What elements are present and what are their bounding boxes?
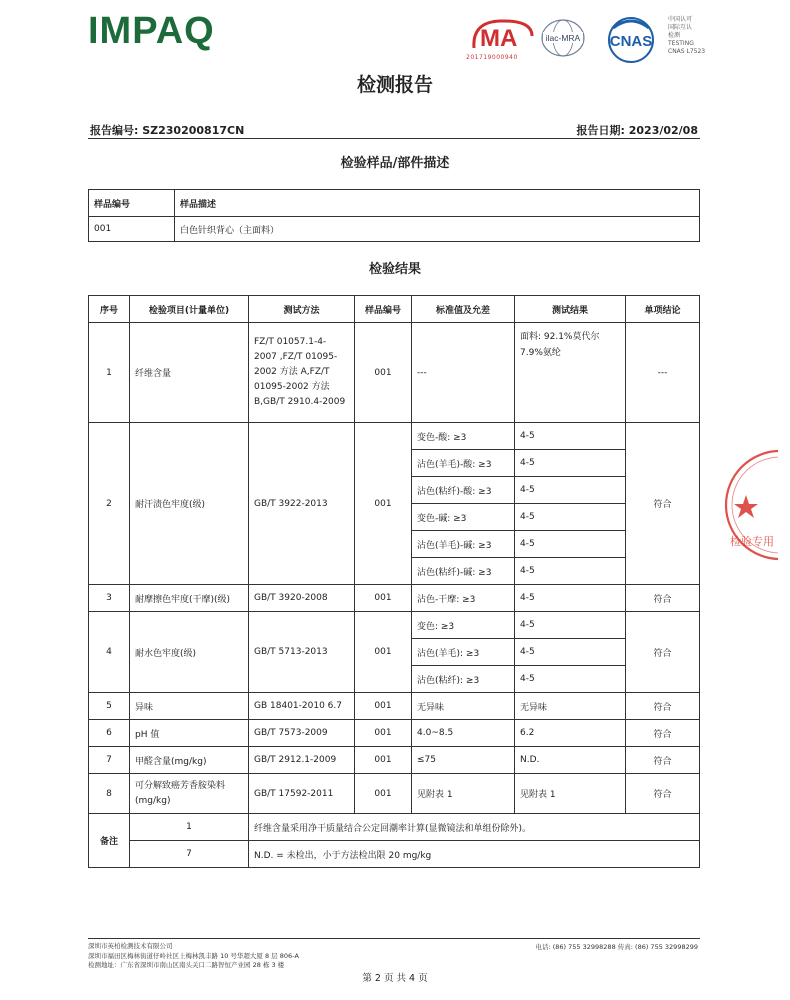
row-result: 面料: 92.1%莫代尔 7.9%氨纶 bbox=[515, 323, 626, 423]
table-row bbox=[89, 423, 700, 450]
cnas-accreditation-text: 中国认可 国际互认 检测 TESTING CNAS L7523 bbox=[668, 16, 706, 55]
row-result: 4-5 bbox=[515, 423, 626, 450]
row-method: GB/T 7573-2009 bbox=[249, 720, 355, 747]
row-conclusion: 符合 bbox=[626, 693, 700, 720]
table-row bbox=[89, 774, 700, 814]
row-conclusion: 符合 bbox=[626, 612, 700, 693]
footer-divider bbox=[88, 938, 700, 939]
row-std: 无异味 bbox=[412, 693, 515, 720]
row-item: 耐摩擦色牢度(干摩)(级) bbox=[130, 585, 249, 612]
row-method: FZ/T 01057.1-4-2007 ,FZ/T 01095-2002 方法 A,FZ/T 01095-2002 方法 B,GB/T 2910.4-2009 bbox=[249, 323, 355, 423]
footer-lab-address: 检测地址：广东省深圳市南山区南头关口二路智恒产业园 28 栋 3 楼 bbox=[88, 961, 285, 969]
cnas-label: CNAS bbox=[609, 33, 653, 50]
row-item: 异味 bbox=[130, 693, 249, 720]
header-divider bbox=[88, 138, 700, 139]
row-no: 3 bbox=[89, 585, 130, 612]
report-title: 检测报告 bbox=[356, 74, 433, 96]
report-date: 报告日期: 2023/02/08 bbox=[576, 124, 698, 137]
results-section-heading: 检验结果 bbox=[368, 262, 421, 277]
row-item: 耐汗渍色牢度(级) bbox=[130, 423, 249, 585]
row-result: 4-5 bbox=[515, 639, 626, 666]
footer-address: 深圳市福田区梅林街道仔岭社区上梅林凯丰路 10 号华超大厦 8 层 806-A bbox=[88, 951, 299, 960]
row-conclusion: 符合 bbox=[626, 423, 700, 585]
row-result: 4-5 bbox=[515, 666, 626, 693]
ma-number: 201719000940 bbox=[466, 54, 518, 61]
row-result: 4-5 bbox=[515, 585, 626, 612]
row-std: 沾色-干摩: ≥3 bbox=[412, 585, 515, 612]
row-method: GB/T 2912.1-2009 bbox=[249, 747, 355, 774]
results-table bbox=[88, 295, 700, 868]
row-no: 6 bbox=[89, 720, 130, 747]
report-number: 报告编号: SZ230200817CN bbox=[90, 124, 245, 137]
table-row bbox=[89, 585, 700, 612]
col-result-header: 测试结果 bbox=[515, 296, 626, 323]
ilac-mra-logo bbox=[540, 18, 586, 58]
row-no: 7 bbox=[89, 747, 130, 774]
row-std: 沾色(羊毛)-碱: ≥3 bbox=[412, 531, 515, 558]
row-sample: 001 bbox=[355, 774, 412, 814]
row-method: GB 18401-2010 6.7 bbox=[249, 693, 355, 720]
row-std: 4.0~8.5 bbox=[412, 720, 515, 747]
footer-addresses bbox=[88, 942, 299, 971]
sample-table bbox=[88, 189, 700, 242]
table-row bbox=[89, 747, 700, 774]
row-item: 耐水色牢度(级) bbox=[130, 612, 249, 693]
row-result: 4-5 bbox=[515, 612, 626, 639]
row-conclusion: --- bbox=[626, 323, 700, 423]
row-method: GB/T 17592-2011 bbox=[249, 774, 355, 814]
table-row bbox=[89, 217, 700, 242]
table-row bbox=[89, 323, 700, 423]
remark-row bbox=[89, 814, 700, 841]
ilac-label: ilac-MRA bbox=[545, 33, 581, 43]
row-no: 2 bbox=[89, 423, 130, 585]
row-sample: 001 bbox=[355, 693, 412, 720]
row-std: 见附表 1 bbox=[412, 774, 515, 814]
sample-no-header: 样品编号 bbox=[89, 190, 175, 217]
row-result: 4-5 bbox=[515, 558, 626, 585]
row-no: 8 bbox=[89, 774, 130, 814]
row-method: GB/T 3920-2008 bbox=[249, 585, 355, 612]
col-sample-header: 样品编号 bbox=[355, 296, 412, 323]
row-result: 4-5 bbox=[515, 504, 626, 531]
remark-no: 1 bbox=[130, 814, 249, 841]
row-result: 4-5 bbox=[515, 531, 626, 558]
table-row bbox=[89, 612, 700, 639]
stamp-text: 检验专用 bbox=[730, 535, 774, 548]
row-std: 变色-酸: ≥3 bbox=[412, 423, 515, 450]
row-sample: 001 bbox=[355, 585, 412, 612]
row-conclusion: 符合 bbox=[626, 585, 700, 612]
table-row bbox=[89, 693, 700, 720]
col-conclusion-header: 单项结论 bbox=[626, 296, 700, 323]
footer-phone: 电话: (86) 755 32998288 传真: (86) 755 32998299 bbox=[535, 943, 698, 951]
row-result: N.D. bbox=[515, 747, 626, 774]
remark-row bbox=[89, 841, 700, 868]
row-conclusion: 符合 bbox=[626, 747, 700, 774]
cnas-logo bbox=[598, 16, 664, 64]
col-no-header: 序号 bbox=[89, 296, 130, 323]
row-std: 沾色(羊毛): ≥3 bbox=[412, 639, 515, 666]
row-method: GB/T 5713-2013 bbox=[249, 612, 355, 693]
row-result: 4-5 bbox=[515, 450, 626, 477]
row-result: 见附表 1 bbox=[515, 774, 626, 814]
row-std: 沾色(粘纤)-酸: ≥3 bbox=[412, 477, 515, 504]
ma-label: MA bbox=[480, 25, 518, 52]
sample-section-heading: 检验样品/部件描述 bbox=[340, 156, 450, 171]
remarks-label: 备注 bbox=[89, 814, 130, 868]
row-item: 可分解致癌芳香胺染料(mg/kg) bbox=[130, 774, 249, 814]
row-item: pH 值 bbox=[130, 720, 249, 747]
inspection-seal-stamp bbox=[718, 445, 778, 565]
row-result: 4-5 bbox=[515, 477, 626, 504]
col-method-header: 测试方法 bbox=[249, 296, 355, 323]
row-item: 甲醛含量(mg/kg) bbox=[130, 747, 249, 774]
row-std: 变色: ≥3 bbox=[412, 612, 515, 639]
page-number: 第 2 页 共 4 页 bbox=[362, 973, 428, 984]
remark-no: 7 bbox=[130, 841, 249, 868]
row-sample: 001 bbox=[355, 720, 412, 747]
table-row bbox=[89, 720, 700, 747]
row-no: 1 bbox=[89, 323, 130, 423]
row-std: 沾色(粘纤): ≥3 bbox=[412, 666, 515, 693]
row-std: 变色-碱: ≥3 bbox=[412, 504, 515, 531]
row-sample: 001 bbox=[355, 612, 412, 693]
row-sample: 001 bbox=[355, 423, 412, 585]
col-item-header: 检验项目(计量单位) bbox=[130, 296, 249, 323]
remark-text: N.D. = 未检出，小于方法检出限 20 mg/kg bbox=[249, 841, 700, 868]
remark-text: 纤维含量采用净干质量结合公定回潮率计算(显微镜法和单组份除外)。 bbox=[249, 814, 700, 841]
row-sample: 001 bbox=[355, 323, 412, 423]
sample-desc-cell: 白色针织背心（主面料） bbox=[175, 217, 700, 242]
col-std-header: 标准值及允差 bbox=[412, 296, 515, 323]
row-result: 6.2 bbox=[515, 720, 626, 747]
row-method: GB/T 3922-2013 bbox=[249, 423, 355, 585]
sample-desc-header: 样品描述 bbox=[175, 190, 700, 217]
impaq-logo: IMPAQ bbox=[88, 10, 215, 52]
row-item: 纤维含量 bbox=[130, 323, 249, 423]
row-std: 沾色(羊毛)-酸: ≥3 bbox=[412, 450, 515, 477]
row-std: 沾色(粘纤)-碱: ≥3 bbox=[412, 558, 515, 585]
row-sample: 001 bbox=[355, 747, 412, 774]
row-result: 无异味 bbox=[515, 693, 626, 720]
sample-no-cell: 001 bbox=[89, 217, 175, 242]
row-conclusion: 符合 bbox=[626, 720, 700, 747]
ma-certification-logo bbox=[470, 16, 536, 56]
footer-company: 深圳市英柏检测技术有限公司 bbox=[88, 942, 173, 950]
row-conclusion: 符合 bbox=[626, 774, 700, 814]
row-std: ≤75 bbox=[412, 747, 515, 774]
row-no: 4 bbox=[89, 612, 130, 693]
row-no: 5 bbox=[89, 693, 130, 720]
row-std: --- bbox=[412, 323, 515, 423]
